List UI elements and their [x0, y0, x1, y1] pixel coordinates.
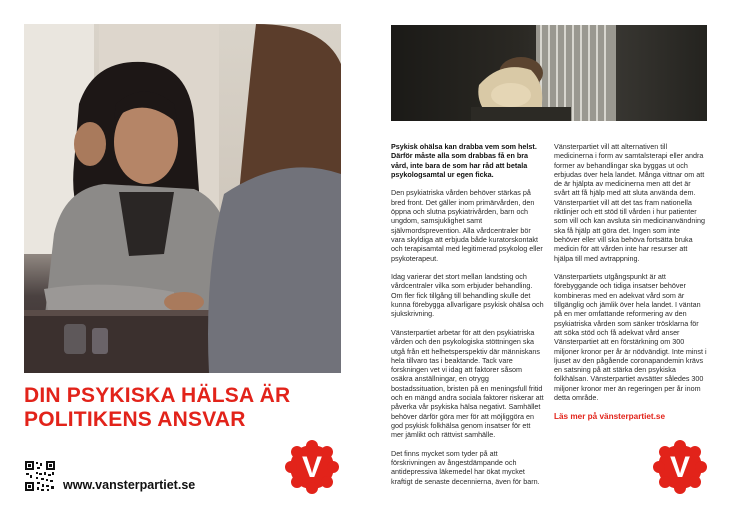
body-paragraph: Vänsterpartiet vill att alternativen till medicinerna i form av samtalsterapi eller andra former av behandlingar ska byggas ut och erbjudas över hela landet. Många vittnar om att de är hjälpta av medicinerna men att det är svårt att få hjälp med att sluta använda dem. Vänsterpartiet vill att det tas fram nationella riktlinjer och ett stöd till vården i hur patienter som vill och kan avsluta sin medicinanvändning ska få hjälp att göra det. Ingen som inte behöver eller vill ska behöva fortsätta bruka medicin för att vården inte har resurser att hjälpa till med avtrappning.	[554, 142, 706, 263]
body-paragraph: Idag varierar det stort mellan landsting och vårdcentraler vilka som erbjuder behandling. Om fler fick tillgång till behandling skulle det kunna förebygga allvarligare psykisk ohälsa och sjukskrivning.	[391, 272, 544, 319]
vansterpartiet-logo	[285, 440, 339, 494]
logo-letter: V	[301, 451, 323, 484]
text-column-2	[554, 142, 707, 430]
lead-paragraph: Psykisk ohälsa kan drabba vem som helst. Därför måste alla som drabbas få en bra vård, inte bara de som har råd att betala psykologsamtal ur egen ficka.	[391, 142, 537, 179]
logo-letter: V	[669, 451, 691, 484]
vansterpartiet-logo	[653, 440, 707, 494]
body-paragraph: Vänsterpartiets utgångspunkt är att förebyggande och tidiga insatser behöver kombineras med en adekvat vård som är tillgänglig och jämlik över hela landet. I väntan på en mer omfattande reformering av den psykiatriska vården som sänker trösklarna för att söka stöd och få adekvat vård anser Vänsterpartiet att en förstärkning om 300 miljoner kronor per år är nödvändigt. Inte minst i ljuset av den pågående coronapandemin krävs en satsning på att stärka den psykiska folkhälsan. Vänsterpartiet avsätter således 300 miljoner kronor mer än regeringen per år inom detta område.	[554, 272, 707, 403]
read-more-link[interactable]: Läs mer på vänsterpartiet.se	[554, 411, 666, 421]
body-paragraph: Det finns mycket som tyder på att förskrivningen av ångestdämpande och antidepressiva läkemedel har ökat mycket kraftigt de senaste decennierna, även för barn.	[391, 448, 540, 486]
text-column-1	[391, 142, 544, 495]
right-page	[366, 0, 732, 517]
person-by-window-photo	[391, 25, 707, 121]
photo2-illustration	[391, 25, 707, 121]
qr-code-icon	[24, 460, 56, 492]
body-paragraph: Den psykiatriska vården behöver stärkas på bred front. Det gäller inom primärvården, den öppna och slutna psykiatrivården, barn och ungdom, samsjuklighet samt självmordsprevention. Alla vårdcentraler bör vara skyldiga att erbjuda både kuratorskontakt och terapisamtal med legitimerad psykolog eller psykoterapeut.	[391, 188, 543, 263]
photo-illustration	[24, 24, 341, 373]
body-paragraph: Vänsterpartiet arbetar för att den psykiatriska vården och den psykologiska stöttningen ska utgå från ett helhetsperspektiv där människans hela tillvaro tas i beaktande. Tack vare forskningen vet vi idag att faktorer såsom osäkra anställningar, en otrygg bostadssituation, bristen på en meningsfull fritid och en mängd andra sociala faktorer riskerar att påverka vår psykiska hälsa negativt. Samhället behöver därför göra mer för att möjliggöra en god psykisk folkhälsa genom insatser för ett mer jämlikt och rättvist samhälle.	[391, 327, 544, 440]
page-headline: DIN PSYKISKA HÄLSA ÄR POLITIKENS ANSVAR	[24, 384, 291, 431]
woman-at-table-photo	[24, 24, 341, 373]
website-link[interactable]: www.vansterpartiet.se	[63, 478, 196, 492]
